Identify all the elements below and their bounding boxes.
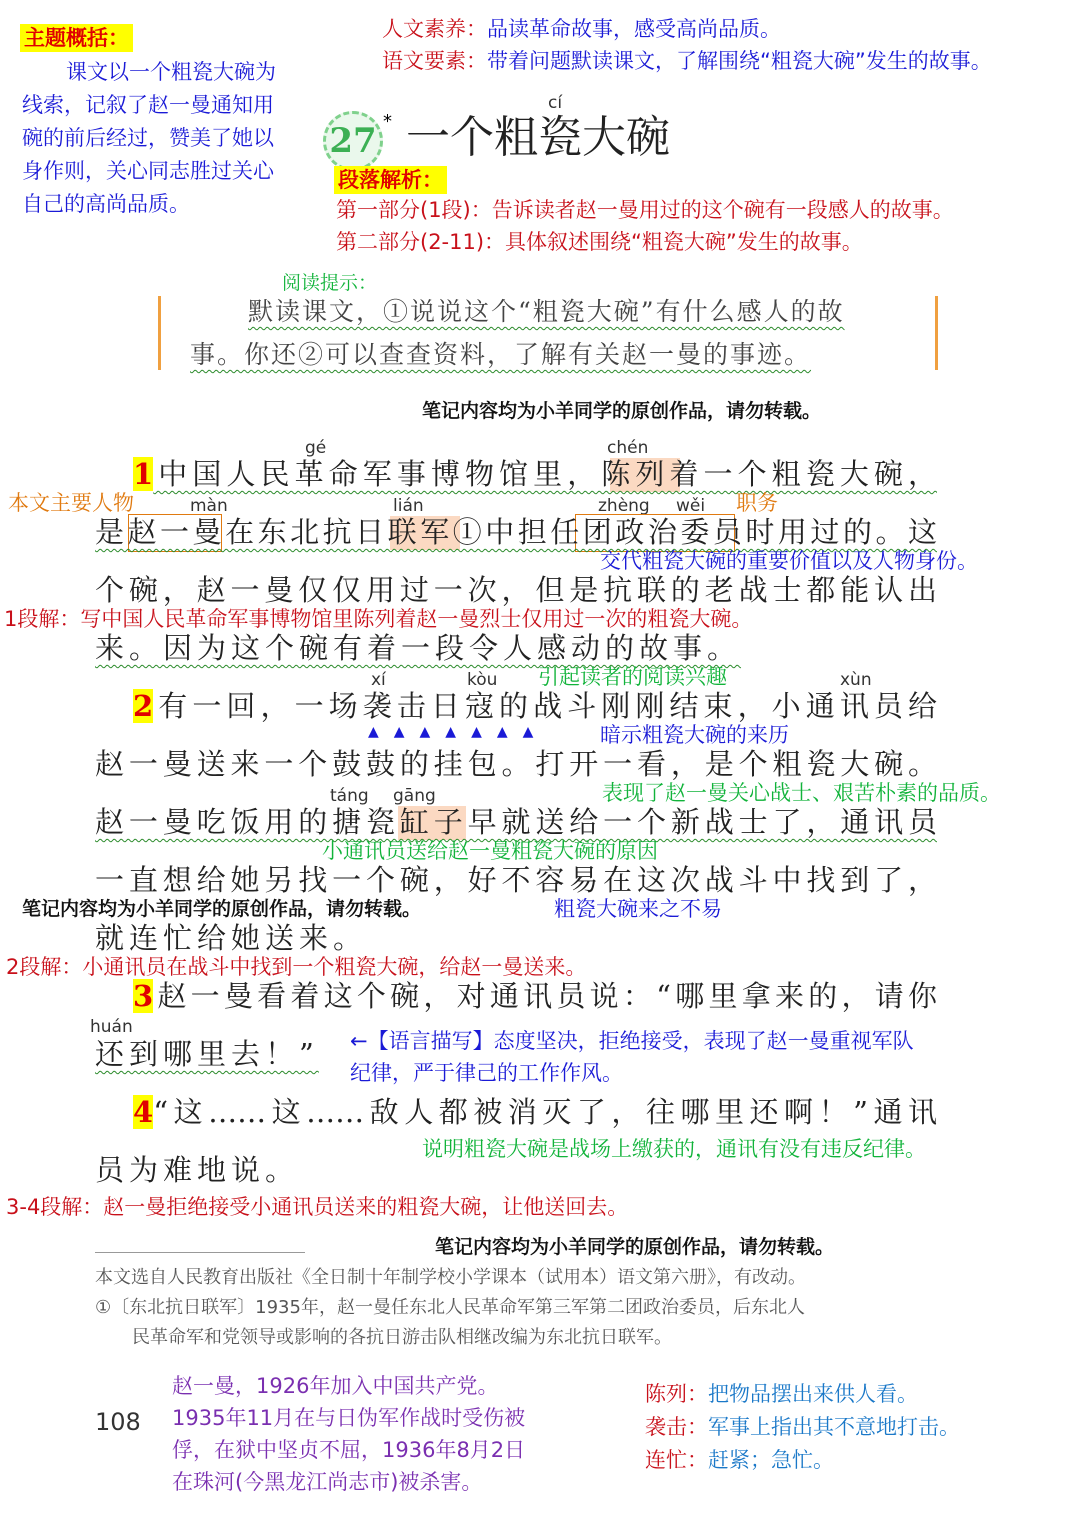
glossary-item [645, 1411, 960, 1444]
tip-left-bar [158, 296, 161, 370]
p4-line2: 员为难地说。 [95, 1153, 300, 1187]
p2-line4: 一直想给她另找一个碗，好不容易在这次战斗中找到了， [95, 863, 937, 897]
p2-line5: 就连忙给她送来。 [95, 921, 368, 955]
theme-line: 碗的前后经过，赞美了她以 [22, 126, 274, 150]
reading-tip-label: 阅读提示： [282, 272, 378, 294]
section-part1: 第一部分(1段)：告诉读者赵一曼用过的这个碗有一段感人的故事。 [336, 198, 954, 222]
language-desc-note: ←【语言描写】态度坚决，拒绝接受，表现了赵一曼重视军队 [350, 1029, 914, 1053]
reading-tip-line1: 默读课文，①说说这个“粗瓷大碗”有什么感人的故 [248, 297, 845, 326]
sections-label: 段落解析： [334, 166, 447, 194]
paragraph-number: 4 [133, 1095, 154, 1129]
pinyin: gé [305, 438, 327, 458]
footnote-1-line2: 民革命军和党领导或影响的各抗日游击队相继改编为东北抗日联军。 [132, 1327, 672, 1348]
footnote-1-line1: ①〔东北抗日联军〕1935年，赵一曼任东北人民革命军第三军第二团政治委员，后东北人 [95, 1297, 805, 1318]
text: 赵一曼看着这个碗，对通讯员说：“哪里拿来的，请你 [153, 979, 937, 1013]
definition: 军事上指出其不意地打击。 [708, 1415, 960, 1439]
pinyin: lián [393, 496, 424, 516]
p1-line2: 是赵一曼在东北抗日联军①中担任团政治委员时用过的。这 [95, 515, 937, 549]
humanities-goal [382, 18, 781, 40]
bio-note [172, 1370, 525, 1498]
theme-summary [22, 56, 276, 221]
source-footnote: 本文选自人民教育出版社《全日制十年制学校小学课本（试用本）语文第六册》，有改动。 [95, 1267, 806, 1288]
value: 品读革命故事，感受高尚品质。 [487, 17, 781, 41]
label: 语文要素： [382, 49, 487, 73]
glossary-item [645, 1444, 960, 1477]
p34-summary: 3-4段解：赵一曼拒绝接受小通讯员送来的粗瓷大碗，让他送回去。 [6, 1195, 629, 1219]
p1-line3: 个碗，赵一曼仅仅用过一次，但是抗联的老战士都能认出 [95, 573, 937, 607]
job-value-note: 交代粗瓷大碗的重要价值以及人物身份。 [600, 549, 978, 573]
term: 连忙： [645, 1448, 708, 1472]
job-note: 职务 [736, 491, 778, 515]
bio-line: 1935年11月在与日伪军作战时受伤被 [172, 1406, 526, 1430]
main-character-note: 本文主要人物 [8, 491, 134, 515]
origin-note: 暗示粗瓷大碗的来历 [600, 723, 789, 747]
p2-line1 [95, 690, 937, 722]
paragraph-number: 1 [133, 457, 154, 491]
p3-line1 [95, 980, 937, 1012]
p2-line3: 赵一曼吃饭用的搪瓷缸子早就送给一个新战士了，通讯员 [95, 805, 937, 839]
definition: 赶紧；急忙。 [708, 1448, 834, 1472]
pinyin: zhèng [598, 496, 650, 516]
emphasis-triangles: ▲▲▲▲▲▲▲ [368, 724, 549, 740]
term: 陈列： [645, 1382, 708, 1406]
value: 带着问题默读课文，了解围绕“粗瓷大碗”发生的故事。 [487, 49, 992, 73]
section-part2: 第二部分(2-11)：具体叙述围绕“粗瓷大碗”发生的故事。 [336, 230, 863, 254]
hard-note: 粗瓷大碗来之不易 [554, 897, 722, 921]
pinyin: màn [190, 496, 228, 516]
copyright-note: 笔记内容均为小羊同学的原创作品，请勿转载。 [422, 400, 822, 422]
term: 袭击： [645, 1415, 708, 1439]
theme-line: 课文以一个粗瓷大碗为 [66, 60, 276, 84]
lesson-title: 一个粗瓷大碗 [406, 112, 670, 163]
text: “这……这……敌人都被消灭了，往哪里还啊！”通讯 [153, 1095, 937, 1129]
label: 人文素养： [382, 17, 487, 41]
pinyin: gāng [393, 786, 436, 806]
copyright-note-2: 笔记内容均为小羊同学的原创作品，请勿转载。 [22, 898, 422, 920]
definition: 把物品摆出来供人看。 [708, 1382, 918, 1406]
text: 中国人民革命军事博物馆里，陈列着一个粗瓷大碗， [153, 457, 937, 491]
pinyin: xí [371, 670, 386, 690]
glossary-item [645, 1378, 960, 1411]
bio-line: 在珠河(今黑龙江尚志市)被杀害。 [172, 1470, 483, 1494]
pinyin: chén [607, 438, 649, 458]
pinyin: kòu [467, 670, 498, 690]
pinyin: xùn [840, 670, 872, 690]
interest-note: 引起读者的阅读兴趣 [538, 665, 727, 689]
lesson-number-badge: 27 [323, 111, 383, 171]
p1-line1 [95, 458, 937, 490]
pinyin: wěi [676, 496, 706, 516]
p1-line4: 来。因为这个碗有着一段令人感动的故事。 [95, 631, 742, 665]
quality-note: 表现了赵一曼关心战士、艰苦朴素的品质。 [602, 781, 1001, 805]
text: 有一回，一场袭击日寇的战斗刚刚结束，小通讯员给 [153, 689, 937, 723]
page-number: 108 [95, 1408, 141, 1436]
theme-summary-label: 主题概括： [20, 24, 133, 52]
language-desc-note-2: 纪律，严于律己的工作作风。 [350, 1061, 623, 1085]
paragraph-number: 2 [133, 689, 154, 723]
footnote-divider [95, 1252, 305, 1253]
captured-note: 说明粗瓷大碗是战场上缴获的，通讯有没有违反纪律。 [422, 1137, 926, 1161]
theme-line: 线索，记叙了赵一曼通知用 [22, 93, 274, 117]
optional-star: * [383, 111, 392, 132]
p4-line1 [95, 1096, 937, 1128]
bio-line: 赵一曼，1926年加入中国共产党。 [172, 1374, 499, 1398]
reading-tip-line2: 事。你还②可以查查资料，了解有关赵一曼的事迹。 [190, 340, 812, 369]
glossary [645, 1378, 960, 1477]
p1-summary: 1段解：写中国人民革命军事博物馆里陈列着赵一曼烈士仅用过一次的粗瓷大碗。 [4, 607, 753, 631]
title-pinyin: cí [548, 93, 563, 113]
p2-line2: 赵一曼送来一个鼓鼓的挂包。打开一看，是个粗瓷大碗。 [95, 747, 937, 781]
bio-line: 俘，在狱中坚贞不屈，1936年8月2日 [172, 1438, 526, 1462]
paragraph-number: 3 [133, 979, 154, 1013]
reason-note: 小通讯员送给赵一曼粗瓷大碗的原因 [322, 839, 658, 863]
p3-line2: 还到哪里去！” [95, 1037, 319, 1071]
pinyin: huán [90, 1017, 133, 1037]
pinyin: táng [330, 786, 369, 806]
tip-right-bar [935, 296, 938, 370]
p2-summary: 2段解：小通讯员在战斗中找到一个粗瓷大碗，给赵一曼送来。 [6, 955, 587, 979]
copyright-note-3: 笔记内容均为小羊同学的原创作品，请勿转载。 [435, 1236, 835, 1258]
theme-line: 自己的高尚品质。 [22, 192, 190, 216]
theme-line: 身作则，关心同志胜过关心 [22, 159, 274, 183]
language-goal [382, 50, 992, 72]
